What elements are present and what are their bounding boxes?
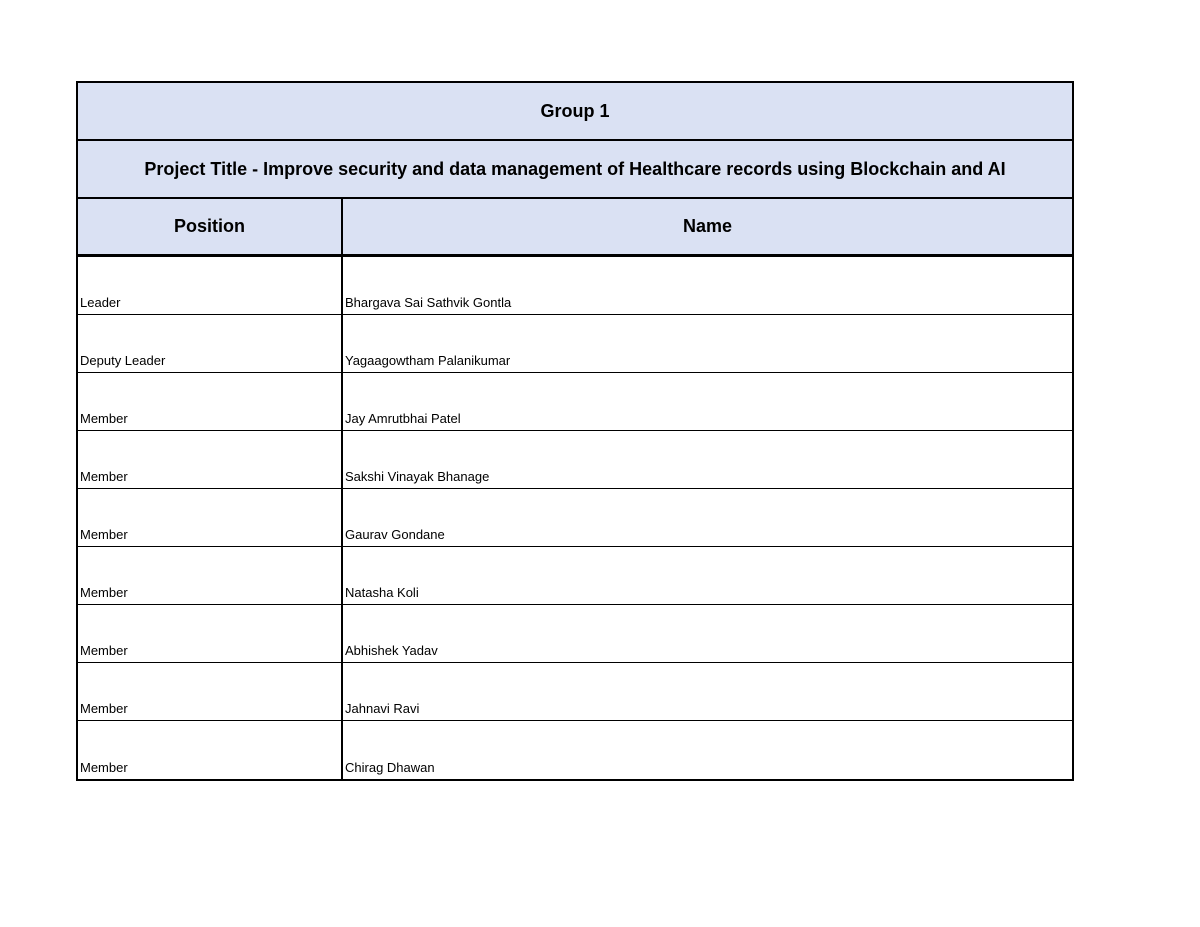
column-header-name: Name	[682, 216, 733, 236]
table-row	[78, 373, 1072, 431]
name-cell: Jahnavi Ravi	[345, 701, 420, 716]
position-cell: Member	[78, 373, 343, 430]
table-body	[78, 257, 1072, 779]
position-cell: Member	[78, 605, 343, 662]
name-cell: Gaurav Gondane	[345, 527, 445, 542]
group-heading: Group 1	[78, 83, 1072, 141]
name-cell: Yagaagowtham Palanikumar	[345, 353, 511, 368]
table-row	[78, 257, 1072, 315]
name-cell: Abhishek Yadav	[345, 643, 438, 658]
position-cell: Deputy Leader	[78, 315, 343, 372]
position-cell: Member	[78, 489, 343, 546]
position-cell: Member	[78, 663, 343, 720]
name-cell: Jay Amrutbhai Patel	[345, 411, 461, 426]
table-row	[78, 547, 1072, 605]
table-row	[78, 721, 1072, 779]
table-header	[78, 199, 1072, 257]
position-cell: Member	[78, 431, 343, 488]
name-cell: Sakshi Vinayak Bhanage	[345, 469, 490, 484]
project-title: Project Title - Improve security and data management of Healthcare records using Blockchain and AI	[78, 141, 1072, 199]
group-table	[76, 81, 1074, 781]
name-cell: Bhargava Sai Sathvik Gontla	[345, 295, 512, 310]
position-cell: Leader	[78, 257, 343, 314]
name-cell: Chirag Dhawan	[345, 760, 435, 775]
position-cell: Member	[78, 547, 343, 604]
table-row	[78, 663, 1072, 721]
table-row	[78, 431, 1072, 489]
position-cell: Member	[78, 721, 343, 779]
name-cell: Natasha Koli	[345, 585, 419, 600]
table-row	[78, 315, 1072, 373]
table-row	[78, 489, 1072, 547]
table-row	[78, 605, 1072, 663]
column-header-position: Position	[78, 199, 343, 254]
